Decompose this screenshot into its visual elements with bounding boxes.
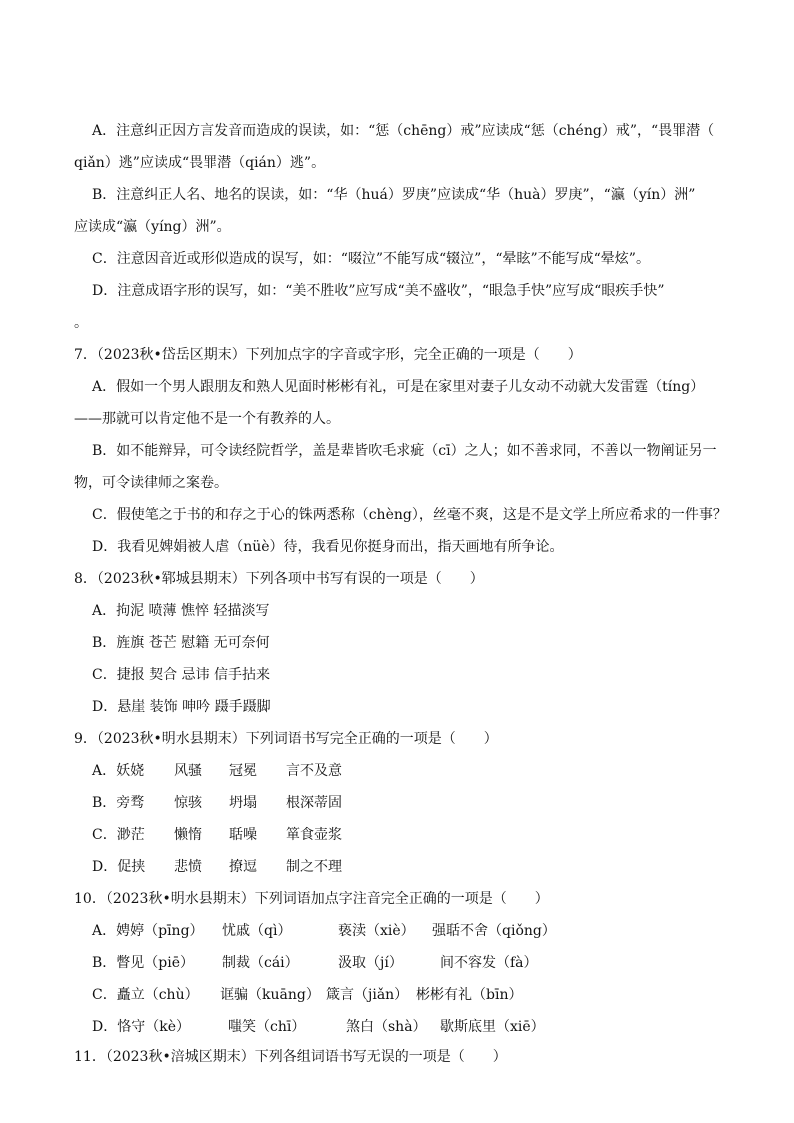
q6-option-b-line1: B．注意纠正人名、地名的误读，如：“华（huá）罗庚”应读成“华（huà）罗庚”，“瀛（yín）洲”	[92, 187, 696, 203]
q6-option-c: C．注意因音近或形似造成的误写，如：“啜泣”不能写成“辍泣”，“晕眩”不能写成“晕炫”。	[92, 251, 650, 267]
q9-c-word-2: 懒惰	[174, 827, 202, 843]
q9-b-word-1: B．旁骛	[92, 795, 145, 811]
question-9-stem: 9．（2023秋•明水县期末）下列词语书写完全正确的一项是（ ）	[74, 731, 498, 747]
q9-a-word-2: 风骚	[174, 763, 202, 779]
q10-a-item-1: A．娉婷（pīng）	[92, 923, 204, 939]
q9-c-word-4: 箪食壶浆	[286, 827, 342, 843]
q10-c-item-3: 箴言（jiǎn）	[326, 987, 409, 1003]
q6-option-a-line2: qiǎn）逃”应读成“畏罪潜（qián）逃”。	[74, 155, 326, 171]
q9-d-word-1: D．促挟	[92, 859, 146, 875]
q7-option-b-line1: B．如不能辩异，可令读经院哲学，盖是辈皆吹毛求疵（cī）之人；如不善求同，不善以一物阐证另一	[92, 443, 717, 459]
q9-b-word-3: 坍塌	[229, 795, 257, 811]
q9-d-word-3: 撩逗	[229, 859, 257, 875]
q7-option-b-line2: 物，可令读律师之案卷。	[74, 475, 228, 491]
q10-b-item-3: 汲取（jí）	[338, 955, 403, 971]
q10-a-item-2: 忧戚（qì）	[222, 923, 292, 939]
q9-d-word-2: 悲愤	[174, 859, 202, 875]
q9-d-word-4: 制之不理	[286, 859, 342, 875]
q8-option-a: A．拘泥 喷薄 憔悴 轻描淡写	[92, 603, 270, 619]
q10-c-item-2: 诓骗（kuāng）	[220, 987, 320, 1003]
q9-a-word-4: 言不及意	[286, 763, 342, 779]
q10-b-item-2: 制裁（cái）	[222, 955, 299, 971]
q9-a-word-1: A．妖娆	[92, 763, 145, 779]
q9-c-word-3: 聒噪	[229, 827, 257, 843]
question-11-stem: 11．（2023秋•涪城区期末）下列各组词语书写无误的一项是（ ）	[74, 1049, 507, 1065]
q7-option-a-line2: ——那就可以肯定他不是一个有教养的人。	[74, 411, 340, 427]
q9-c-word-1: C．渺茫	[92, 827, 145, 843]
q10-b-item-4: 间不容发（fà）	[440, 955, 538, 971]
q8-option-d: D．悬崖 装饰 呻吟 蹑手蹑脚	[92, 699, 271, 715]
q7-option-a-line1: A．假如一个男人跟朋友和熟人见面时彬彬有礼，可是在家里对妻子儿女动不动就大发雷霆（tíng）	[92, 379, 705, 395]
q9-a-word-3: 冠冕	[229, 763, 257, 779]
q7-option-d: D．我看见婢娟被人虐（nüè）待，我看见你挺身而出，指天画地有所争论。	[92, 539, 564, 555]
q6-option-b-line2: 应读成“瀛（yíng）洲”。	[74, 219, 231, 235]
q6-option-d-line2: 。	[74, 315, 88, 331]
question-10-stem: 10．（2023秋•明水县期末）下列词语加点字注音完全正确的一项是（ ）	[74, 891, 549, 907]
q10-d-item-3: 煞白（shà）	[346, 1019, 427, 1035]
q10-a-item-3: 亵渎（xiè）	[338, 923, 415, 939]
q10-d-item-1: D．恪守（kè）	[92, 1019, 190, 1035]
q8-option-b: B．旌旗 苍芒 慰籍 无可奈何	[92, 635, 270, 651]
q10-c-item-1: C．矗立（chù）	[92, 987, 199, 1003]
q9-b-word-2: 惊骇	[174, 795, 202, 811]
q10-c-item-4: 彬彬有礼（bīn）	[416, 987, 523, 1003]
q8-option-c: C．捷报 契合 忌讳 信手拈来	[92, 667, 271, 683]
q10-b-item-1: B．瞥见（piē）	[92, 955, 195, 971]
q6-option-d-line1: D．注意成语字形的误写，如：“美不胜收”应写成“美不盛收”，“眼急手快”应写成“眼疾手快”	[92, 283, 665, 299]
q10-d-item-4: 歇斯底里（xiē）	[440, 1019, 545, 1035]
q7-option-c: C．假使笔之于书的和存之于心的铢两悉称（chèng），丝毫不爽，这是不是文学上所应希求的一件事？	[92, 507, 727, 523]
question-8-stem: 8．（2023秋•郓城县期末）下列各项中书写有误的一项是（ ）	[74, 571, 484, 587]
question-7-stem: 7．（2023秋•岱岳区期末）下列加点字的字音或字形，完全正确的一项是（ ）	[74, 347, 582, 363]
q9-b-word-4: 根深蒂固	[286, 795, 342, 811]
q6-option-a-line1: A．注意纠正因方言发音而造成的误读，如：“惩（chēng）戒”应读成“惩（chéng）戒”，“畏罪潜（	[92, 123, 715, 139]
q10-a-item-4: 强聒不舍（qiǒng）	[432, 923, 556, 939]
q10-d-item-2: 嗤笑（chī）	[228, 1019, 306, 1035]
